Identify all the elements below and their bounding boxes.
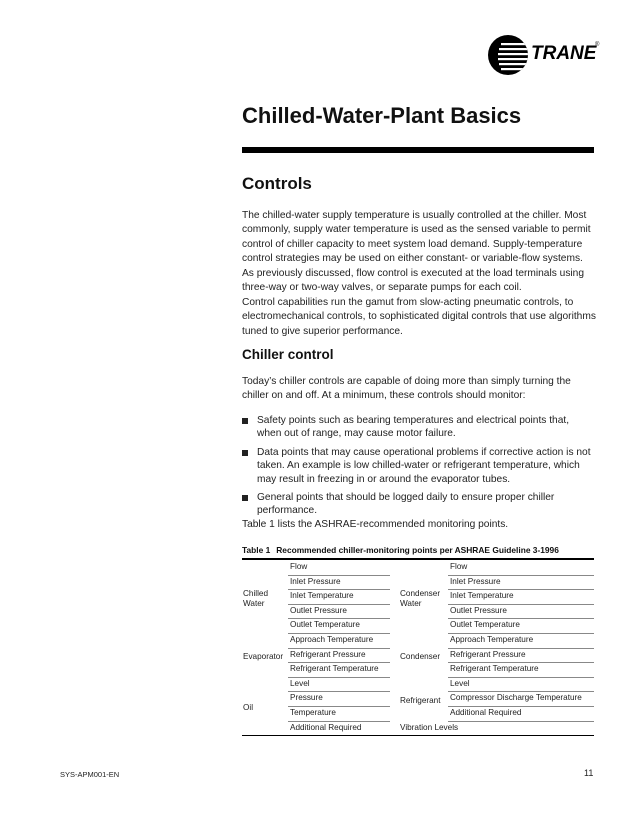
table-row-divider <box>288 575 390 576</box>
table-cell: Flow <box>450 562 468 571</box>
list-item <box>242 446 596 486</box>
table-cell: Inlet Temperature <box>290 591 354 601</box>
trane-logo-mark-icon <box>487 34 529 76</box>
list-item-text: Safety points such as bearing temperatures and electrical points that, when out of range, may cause motor failure. <box>257 415 570 440</box>
table-cell: Outlet Temperature <box>450 620 520 630</box>
table-cell: Level <box>290 678 310 688</box>
table-cell: Additional Required <box>290 722 362 732</box>
table-row-divider <box>448 721 594 722</box>
chapter-title: Chilled-Water-Plant Basics <box>242 103 522 128</box>
trane-wordmark: TRANE <box>531 43 597 64</box>
table-number: Table 1 <box>242 545 271 555</box>
table-row-divider <box>448 677 594 678</box>
table-cell: Inlet Pressure <box>450 576 501 586</box>
table-row-divider <box>288 618 390 619</box>
table-row-divider <box>448 648 594 649</box>
table-row-divider <box>288 691 390 692</box>
table-caption <box>242 545 594 555</box>
table-cell: Flow <box>290 562 308 571</box>
table-bottom-rule <box>242 735 594 736</box>
table-cell-span: Vibration Levels <box>400 722 459 732</box>
trane-logo <box>487 34 599 76</box>
list-item-text: General points that should be logged daily to ensure proper chiller performance. <box>257 492 555 517</box>
table-row-divider <box>448 662 594 663</box>
table-cell: Inlet Temperature <box>450 591 514 601</box>
table-cell: Refrigerant Pressure <box>290 649 366 659</box>
table-cell: Inlet Pressure <box>290 576 341 586</box>
table-cell: Refrigerant Pressure <box>450 649 526 659</box>
page-number: 11 <box>584 768 594 778</box>
chapter-rule <box>242 147 594 153</box>
table-cell: Temperature <box>290 708 336 717</box>
document-id: SYS-APM001-EN <box>60 770 120 779</box>
table-caption-text: Recommended chiller-monitoring points per ASHRAE Guideline 3-1996 <box>276 545 559 555</box>
paragraph-2: Control capabilities run the gamut from slow-acting pneumatic controls, to electromechanical controls, to sophisticated digital controls that use algorithms tuned to give superior performance. <box>242 297 596 337</box>
table-cell: Outlet Pressure <box>450 605 507 615</box>
square-bullet-icon <box>242 418 248 424</box>
table-row-divider <box>288 721 390 722</box>
group-label: Condenser <box>400 588 441 598</box>
table-cell: Additional Required <box>450 708 522 717</box>
table-top-rule <box>242 558 594 560</box>
table-cell: Approach Temperature <box>450 635 534 644</box>
table-row-divider <box>288 604 390 605</box>
table-row-divider <box>448 589 594 590</box>
square-bullet-icon <box>242 450 248 456</box>
monitoring-list <box>242 414 596 523</box>
table-cell: Level <box>450 678 470 688</box>
table-row-divider <box>448 706 594 707</box>
table-cell: Refrigerant Temperature <box>450 664 539 674</box>
table-row-divider <box>448 604 594 605</box>
table-row-divider <box>288 589 390 590</box>
group-label: Water <box>400 598 422 608</box>
table-row-divider <box>288 648 390 649</box>
table-intro: Table 1 lists the ASHRAE-recommended monitoring points. <box>242 519 509 530</box>
table-cell: Compressor Discharge Temperature <box>450 693 582 703</box>
group-label: Chilled <box>243 588 269 598</box>
registered-mark: ® <box>595 42 600 48</box>
intro-paragraph: Today’s chiller controls are capable of doing more than simply turning the chiller on and off. At a minimum, these controls should monitor: <box>242 376 571 402</box>
subsection-title: Chiller control <box>242 347 334 362</box>
table-row-divider <box>448 575 594 576</box>
group-label: Water <box>243 598 265 608</box>
table-cell: Outlet Pressure <box>290 605 347 615</box>
table-row-divider <box>288 662 390 663</box>
table-cell: Approach Temperature <box>290 635 374 644</box>
table-cell: Refrigerant Temperature <box>290 664 379 674</box>
table-cell: Pressure <box>290 693 323 703</box>
table-row-divider <box>448 618 594 619</box>
table-row-divider <box>448 633 594 634</box>
section-title: Controls <box>242 174 312 193</box>
table-cell: Outlet Temperature <box>290 620 360 630</box>
square-bullet-icon <box>242 495 248 501</box>
group-label: Oil <box>243 703 254 712</box>
table-row-divider <box>448 691 594 692</box>
table-row-divider <box>288 633 390 634</box>
table-row-divider <box>288 677 390 678</box>
list-item-text: Data points that may cause operational problems if corrective action is not taken. An example is low chilled-water or refrigerant temperature, which may result in freezing in or around the evaporator tubes. <box>257 446 591 485</box>
list-item <box>242 491 596 518</box>
table-row-divider <box>288 706 390 707</box>
paragraph-1: The chilled-water supply temperature is usually controlled at the chiller. Most commonly, supply water temperature is used as the sensed variable to permit control of chiller capacity to meet system load demand. Supply-temperature control strategies may be used on either constant- or variable-flow systems. As previously discussed, flow control is executed at the load terminals using three-way or two-way valves, or separate pumps for each coil. <box>242 210 591 294</box>
group-label: Evaporator <box>243 651 284 661</box>
list-item <box>242 414 596 441</box>
group-label: Refrigerant <box>400 695 441 705</box>
group-label: Condenser <box>400 651 441 661</box>
